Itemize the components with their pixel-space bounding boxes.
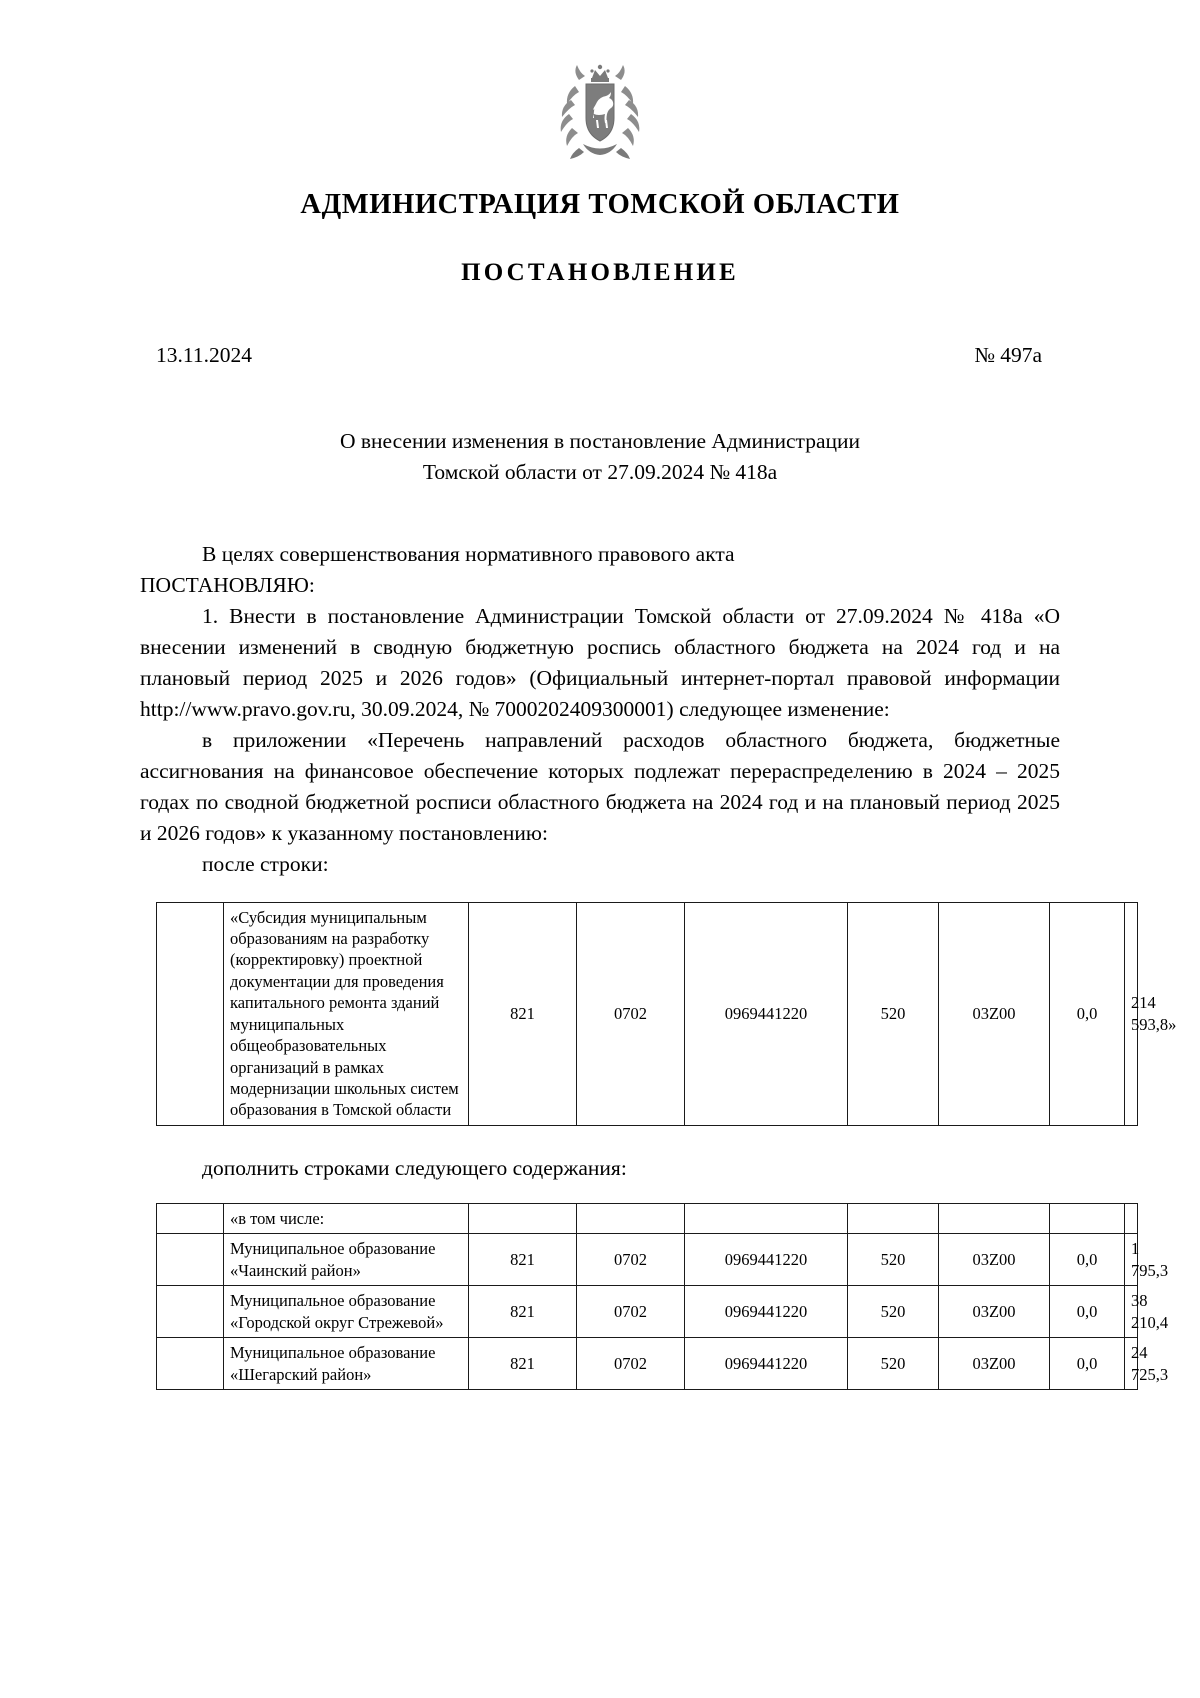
document-type-title: ПОСТАНОВЛЕНИЕ (461, 259, 739, 286)
cell-name: «в том числе: (224, 1203, 469, 1233)
cell-name: Муниципальное образование «Чаинский район» (224, 1234, 469, 1286)
table-row (157, 1286, 1138, 1338)
cell-chief: 821 (469, 1338, 577, 1390)
cell-amount (1125, 1203, 1138, 1233)
cell-name: Муниципальное образование «Городской округ Стрежевой» (224, 1286, 469, 1338)
cell-zero: 0,0 (1050, 1286, 1125, 1338)
cell-name: Муниципальное образование «Шегарский район» (224, 1338, 469, 1390)
table-row (157, 902, 1138, 1125)
cell-type: 520 (848, 1338, 939, 1390)
lead-after-row: после строки: (202, 851, 329, 876)
cell-zero: 0,0 (1050, 1338, 1125, 1390)
cell-marker (157, 902, 224, 1125)
table-row (157, 1234, 1138, 1286)
document-date: 13.11.2024 (156, 343, 252, 367)
emblem-container (140, 0, 1060, 171)
tomsk-oblast-coat-of-arms-icon (545, 56, 655, 166)
cell-chief: 821 (469, 902, 577, 1125)
cell-program: 03Z00 (939, 1286, 1050, 1338)
cell-section: 0702 (577, 902, 685, 1125)
document-number: № 497а (974, 343, 1042, 367)
cell-amount: 24 725,3 (1125, 1338, 1138, 1390)
cell-section: 0702 (577, 1286, 685, 1338)
body-paragraph-4: в приложении «Перечень направлений расходов областного бюджета, бюджетные ассигнования на финансовое обеспечение которых подлежат перераспределению в 2024 – 2025 годах по сводной бюджетной росписи областного бюджета на 2024 год и на плановый период 2025 и 2026 годов» к указанному постановлению: (140, 727, 1060, 845)
cell-code: 0969441220 (685, 1286, 848, 1338)
cell-type: 520 (848, 1286, 939, 1338)
body-paragraph-2: ПОСТАНОВЛЯЮ: (140, 572, 315, 597)
table-row (157, 1338, 1138, 1390)
document-body (140, 539, 1060, 879)
cell-zero: 0,0 (1050, 902, 1125, 1125)
cell-marker (157, 1286, 224, 1338)
body-paragraph-1: В целях совершенствования нормативного правового акта (202, 542, 735, 567)
body-paragraph-3: 1. Внести в постановление Администрации Томской области от 27.09.2024 № 418а «О внесении изменений в сводную бюджетную роспись областного бюджета на 2024 год и на плановый период 2025 и 2026 годов» (Официальный интернет-портал правовой информации http://www.pravo.gov.ru, 30.09.2024, № 7000202409300001) следующее изменение: (140, 603, 1060, 721)
cell-program: 03Z00 (939, 1234, 1050, 1286)
cell-section (577, 1203, 685, 1233)
cell-zero: 0,0 (1050, 1234, 1125, 1286)
table-row (157, 1203, 1138, 1233)
cell-marker (157, 1338, 224, 1390)
cell-marker (157, 1203, 224, 1233)
cell-section: 0702 (577, 1338, 685, 1390)
cell-code: 0969441220 (685, 1338, 848, 1390)
table-existing-row (156, 902, 1177, 1126)
cell-type: 520 (848, 902, 939, 1125)
cell-zero (1050, 1203, 1125, 1233)
subject-line-2: Томской области от 27.09.2024 № 418а (422, 459, 778, 484)
table-new-rows (156, 1203, 1169, 1390)
organization-title: АДМИНИСТРАЦИЯ ТОМСКОЙ ОБЛАСТИ (300, 189, 900, 220)
cell-chief: 821 (469, 1286, 577, 1338)
cell-code: 0969441220 (685, 1234, 848, 1286)
cell-program: 03Z00 (939, 902, 1050, 1125)
cell-name: «Субсидия муниципальным образованиям на разработку (корректировку) проектной документации для проведения капитального ремонта зданий муниципальных общеобразовательных организаций в рамках модернизации школьных систем образования в Томской области (224, 902, 469, 1125)
document-subject (140, 426, 1060, 487)
cell-code: 0969441220 (685, 902, 848, 1125)
cell-type (848, 1203, 939, 1233)
lead-add-rows: дополнить строками следующего содержания: (202, 1155, 627, 1180)
document-meta-line (140, 343, 1060, 368)
cell-code (685, 1203, 848, 1233)
cell-program (939, 1203, 1050, 1233)
cell-amount: 214 593,8» (1125, 902, 1138, 1125)
cell-type: 520 (848, 1234, 939, 1286)
cell-section: 0702 (577, 1234, 685, 1286)
cell-amount: 38 210,4 (1125, 1286, 1138, 1338)
cell-amount: 1 795,3 (1125, 1234, 1138, 1286)
subject-line-1: О внесении изменения в постановление Администрации (339, 429, 861, 453)
cell-chief: 821 (469, 1234, 577, 1286)
cell-chief (469, 1203, 577, 1233)
cell-marker (157, 1234, 224, 1286)
cell-program: 03Z00 (939, 1338, 1050, 1390)
